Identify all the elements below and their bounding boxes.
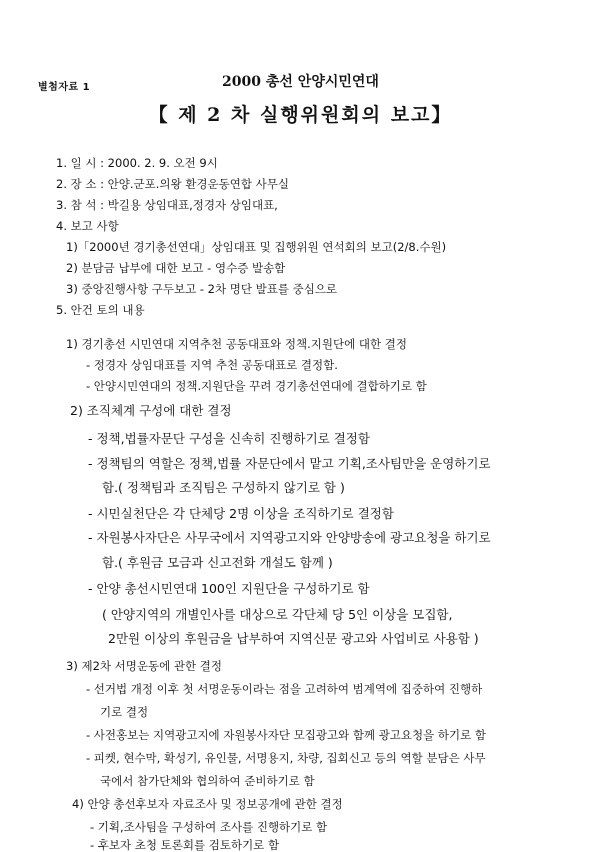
item-attendees: 3. 참 석 : 박길용 상임대표,정경자 상임대표, [56,198,278,212]
discussion-bullet: - 후보자 초청 토론회를 검토하기로 함 [90,838,280,852]
discussion-bullet: - 피켓, 현수막, 확성기, 유인물, 서명용지, 차량, 집회신고 등의 역할 분담은 사무 [86,751,486,765]
discussion-bullet: - 안양 총선시민연대 100인 지원단을 구성하기로 함 [88,581,370,596]
item-place: 2. 장 소 : 안양.군포.의왕 환경운동연합 사무실 [56,177,289,191]
discussion-bullet: - 정책,법률자문단 구성을 신속히 진행하기로 결정함 [88,431,370,446]
discussion-bullet: - 안양시민연대의 정책.지원단을 꾸려 경기총선연대에 결합하기로 함 [86,379,427,393]
attachment-label: 별첨자료 1 [38,82,91,93]
document-subtitle: 2000 총선 안양시민연대 [222,74,379,90]
discussion-item: 1) 경기총선 시민연대 지역추천 공동대표와 정책.지원단에 대한 결정 [66,337,407,351]
discussion-item: 4) 안양 총선후보자 자료조사 및 정보공개에 관한 결정 [72,797,343,811]
discussion-bullet: - 기획,조사팀을 구성하여 조사를 진행하기로 함 [90,820,328,834]
document-title: 【 제 2 차 실행위원회의 보고】 [148,104,453,126]
discussion-bullet: - 정경자 상임대표를 지역 추천 공동대표로 결정함. [86,358,338,372]
discussion-note: 2만원 이상의 후원금을 납부하여 지역신문 광고와 사업비로 사용함 ) [108,631,479,646]
discussion-bullet-continued: 국에서 참가단체와 협의하여 준비하기로 함 [100,774,315,788]
discussion-bullet: - 정책팀의 역할은 정책,법률 자문단에서 맡고 기획,조사팀만을 운영하기로 [88,456,491,471]
discussion-bullet: - 시민실천단은 각 단체당 2명 이상을 조직하기로 결정함 [88,506,394,521]
report-item: 3) 중앙진행사항 구두보고 - 2차 명단 발표를 중심으로 [66,282,338,296]
discussion-bullet: - 자원봉사자단은 사무국에서 지역광고지와 안양방송에 광고요청을 하기로 [88,530,491,545]
section-report-heading: 4. 보고 사항 [56,219,119,233]
report-item: 1)「2000년 경기총선연대」상임대표 및 집행위원 연석회의 보고(2/8.수원) [66,240,447,254]
item-date: 1. 일 시 : 2000. 2. 9. 오전 9시 [56,156,218,170]
discussion-bullet: - 선거법 개정 이후 첫 서명운동이라는 점을 고려하여 범계역에 집중하여 진행하 [86,682,483,696]
section-discussion-heading: 5. 안건 토의 내용 [56,303,145,317]
discussion-note: ( 안양지역의 개별인사를 대상으로 각단체 당 5인 이상을 모집함, [102,607,453,622]
discussion-item: 2) 조직체계 구성에 대한 결정 [70,403,232,418]
discussion-bullet-continued: 함.( 정책팀과 조직팀은 구성하지 않기로 함 ) [102,480,345,495]
report-item: 2) 분담금 납부에 대한 보고 - 영수증 발송함 [66,261,286,275]
discussion-item: 3) 제2차 서명운동에 관한 결정 [66,659,222,673]
discussion-bullet-continued: 함.( 후원금 모금과 신고전화 개설도 함께 ) [102,555,333,570]
discussion-bullet-continued: 기로 결정 [100,705,149,719]
discussion-bullet: - 사전홍보는 지역광고지에 자원봉사자단 모집광고와 함께 광고요청을 하기로 함 [86,728,486,742]
